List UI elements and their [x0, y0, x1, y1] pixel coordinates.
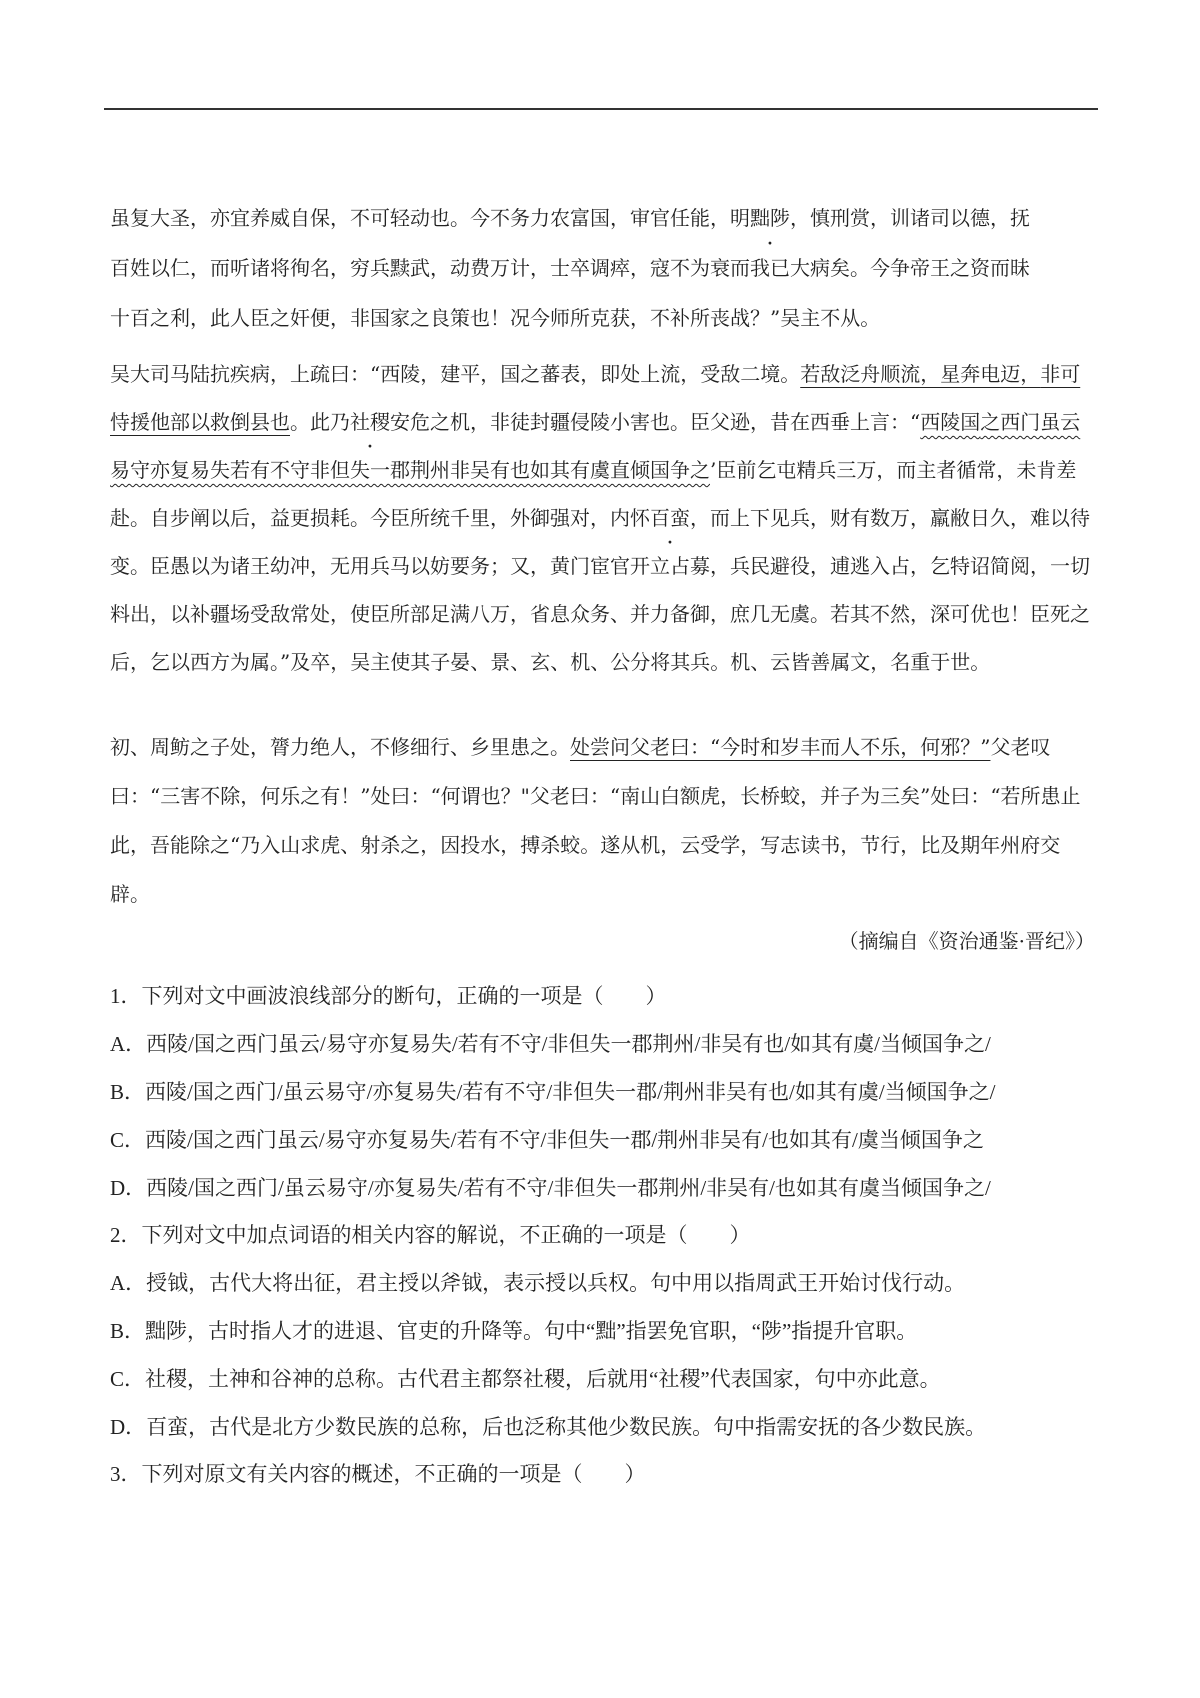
passage-line: 十百之利，此人臣之奸便，非国家之良策也！况今师所克获，不补所丧战？”吴主不从。	[110, 306, 881, 330]
passage-text	[110, 350, 1100, 686]
option-c[interactable]: C．西陵/国之西门虽云/易守亦复易失/若有不守/非但失一郡/荆州非吴有/也如其有/虞当倾国争之	[110, 1128, 984, 1152]
underlined-sentence: 若敌泛舟顺流，星奔电迈，	[800, 362, 1041, 386]
passage-text	[110, 723, 1100, 919]
source-citation: （摘编自《资治通鉴·晋纪》）	[838, 929, 1095, 953]
passage-text: 父老叹曰：“三害不除，何乐之有！”处曰：“何谓也？"父老曰：“南山白额虎，长桥蛟，并子为三矣”处曰：“若所患止此，吾能除之“乃入山求虎、射杀之，因投水，搏杀蛟。遂从机，云受学，写志读书，节行，比及期年州府交辟。	[110, 735, 1081, 906]
passage-text: 吴大司马陆抗疾病，上疏曰：“西陵，建平，国之蕃表，即处上流，受敌二境。	[110, 362, 801, 386]
question-1	[110, 972, 1110, 1212]
passage-line	[110, 193, 1100, 243]
passage-paragraph-1	[110, 193, 1100, 343]
passage-line: 百姓以仁，而听诸将徇名，穷兵黩武，动费万计，士卒调瘁，寇不为衰而我已大病矣。今争帝王之资而昧	[110, 256, 1030, 280]
underlined-sentence: 处尝问父老曰：“今时和岁丰而人不乐，何邪？”	[570, 735, 991, 759]
passage-text: ，而上下见兵，财有数万，羸敝日久，难以待变。臣愚以为诸王幼冲，无用兵马以妨要务；又，黄门宦官开立占募，兵民避役，逋逃入占，乞特诏简阅，一切料出，以补疆场受敌常处，使臣所部足满八万，省息众务、并力备御，庶几无虞。若其不然，深可优也！臣死之后，乞以西方为属。”及卒，吴主使其子晏、景、玄、机、公分将其兵。机、云皆善属文，名重于世。	[110, 506, 1090, 674]
wavy-underlined-text: 西陵国	[920, 410, 981, 434]
option-d[interactable]: D．西陵/国之西门/虽云易守/亦复易失/若有不守/非但失一郡荆州/非吴有/也如其有虞当倾国争之/	[110, 1176, 991, 1200]
header-rule	[104, 108, 1098, 110]
option-a[interactable]: A．西陵/国之西门虽云/易守亦复易失/若有不守/非但失一郡荆州/非吴有也/如其有虞/当倾国争之/	[110, 1032, 991, 1056]
option-b[interactable]: B．西陵/国之西门/虽云易守/亦复易失/若有不守/非但失一郡/荆州非吴有也/如其有虞/当倾国争之/	[110, 1080, 996, 1104]
passage-paragraph-2	[110, 350, 1100, 686]
option-d[interactable]: D．百蛮，古代是北方少数民族的总称，后也泛称其他少数民族。句中指需安抚的各少数民族。	[110, 1415, 987, 1439]
passage-paragraph-3	[110, 723, 1100, 919]
question-stem: 1．下列对文中画波浪线部分的断句，正确的一项是（ ）	[110, 984, 667, 1008]
passage-text: 初、周鲂之子处，膂力绝人，不修细行、乡里患之。	[110, 735, 570, 759]
passage-text: 虽复大圣，亦宜养威自保，不可轻动也。今不务力农富国，审官任能，明	[110, 206, 750, 230]
passage-text: 。此乃	[290, 410, 350, 434]
option-b[interactable]: B．黜陟，古时指人才的进退、官吏的升降等。句中“黜”指罢免官职，“陟”指提升官职。	[110, 1319, 918, 1343]
dotted-term-sheji: 社稷	[350, 410, 390, 434]
question-stem: 2．下列对文中加点词语的相关内容的解说，不正确的一项是（ ）	[110, 1223, 751, 1247]
passage-text: 安危之机，非徒封疆侵陵小害也。臣父逊，昔在西垂上言：“	[390, 410, 921, 434]
dotted-term-chuzhi: 黜陟	[750, 206, 790, 230]
passage-text: ’臣前乞屯精兵三万，而主者循常，未肯差赴。自步阐以后，益更损耗。今臣所统千里，外御强对，内怀	[110, 458, 1077, 530]
dotted-term-baiman: 百蛮	[650, 506, 690, 530]
question-2	[110, 1211, 1110, 1451]
option-a[interactable]: A．授钺，古代大将出征，君主授以斧钺，表示授以兵权。句中用以指周武王开始讨伐行动。	[110, 1271, 966, 1295]
passage-text: ，慎刑赏，训诸司以德，抚	[790, 206, 1030, 230]
wavy-underlined-text: 之西门虽云易守亦复易失若有不守非但失一郡荆州非吴有也如其有虞直倾国争之	[110, 410, 1081, 482]
underlined-sentence: 非可恃援他部以救倒县也	[110, 362, 1081, 434]
question-3-stem: 3．下列对原文有关内容的概述，不正确的一项是（ ）	[110, 1462, 646, 1486]
option-c[interactable]: C．社稷，土神和谷神的总称。古代君主都祭社稷，后就用“社稷”代表国家，句中亦此意。	[110, 1367, 941, 1391]
